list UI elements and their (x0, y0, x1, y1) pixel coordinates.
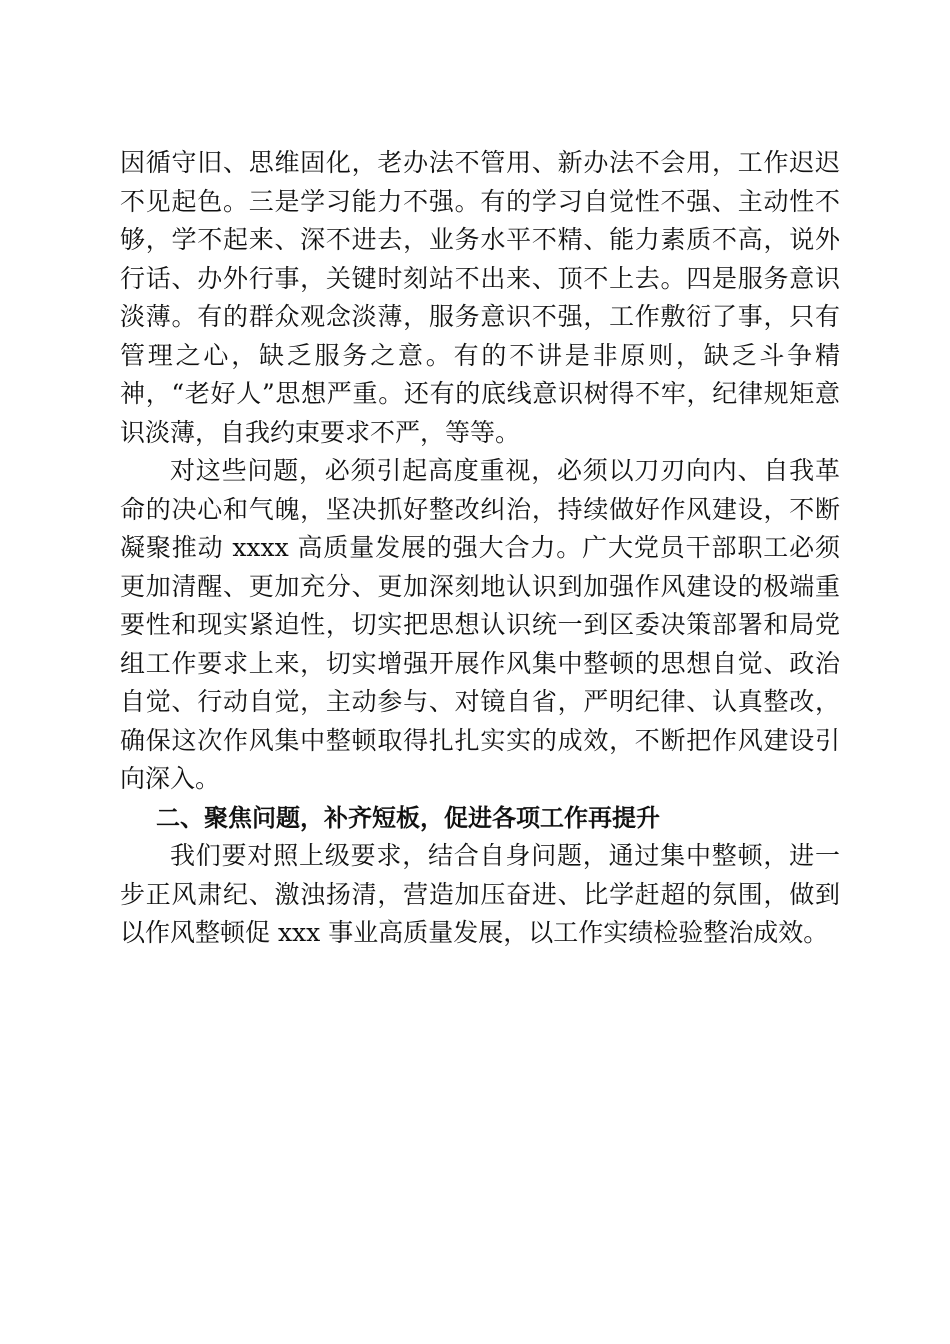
paragraph: 我们要对照上级要求，结合自身问题，通过集中整顿，进一步正风肃纪、激浊扬清，营造加压奋进、比学赶超的氛围，做到以作风整顿促 xxx 事业高质量发展，以工作实绩检验整治成效。 (120, 841, 840, 947)
paragraph: 对这些问题，必须引起高度重视，必须以刀刃向内、自我革命的决心和气魄，坚决抓好整改纠治，持续做好作风建设，不断凝聚推动 xxxx 高质量发展的强大合力。广大党员干部职工必须更加清醒、更加充分、更加深刻地认识到加强作风建设的极端重要性和现实紧迫性，切实把思想认识统一到区委决策部署和局党组工作要求上来，切实增强开展作风集中整顿的思想自觉、政治自觉、行动自觉，主动参与、对镜自省，严明纪律、认真整改，确保这次作风集中整顿取得扎扎实实的成效，不断把作风建设引向深入。 (120, 456, 840, 793)
paragraph-continued: 因循守旧、思维固化，老办法不管用、新办法不会用，工作迟迟不见起色。三是学习能力不强。有的学习自觉性不强、主动性不够，学不起来、深不进去，业务水平不精、能力素质不高，说外行话、办外行事，关键时刻站不出来、顶不上去。四是服务意识淡薄。有的群众观念淡薄，服务意识不强，工作敷衍了事，只有管理之心，缺乏服务之意。有的不讲是非原则，缺乏斗争精神，“老好人”思想严重。还有的底线意识树得不牢，纪律规矩意识淡薄，自我约束要求不严，等等。 (120, 148, 840, 447)
section-heading: 二、聚焦问题，补齐短板，促进各项工作再提升 (156, 803, 660, 832)
document-body (120, 144, 840, 953)
